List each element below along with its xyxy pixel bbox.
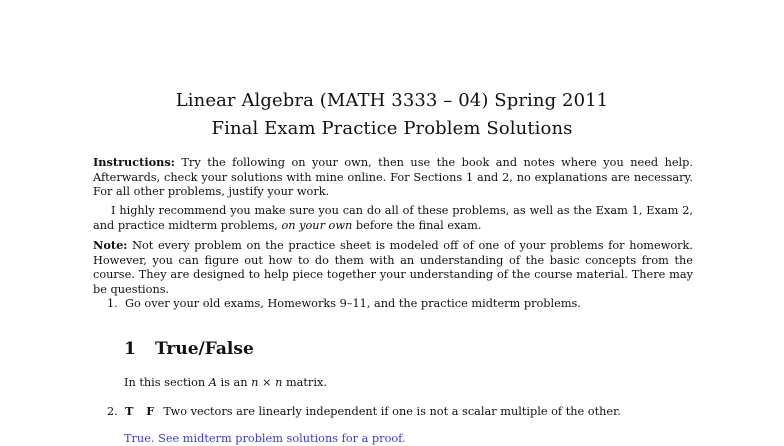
answer-text: True. See midterm problem solutions for a proof. <box>124 432 406 445</box>
section-heading <box>124 338 254 360</box>
section-number: 1 <box>124 339 136 359</box>
note-paragraph <box>93 238 693 297</box>
item-text: Go over your old exams, Homeworks 9–11, and the practice midterm problems. <box>125 297 581 310</box>
list-item <box>107 297 581 311</box>
section-note-before: In this section <box>124 376 209 389</box>
true-option: T <box>125 404 134 418</box>
question-text: Two vectors are linearly independent if one is not a scalar multiple of the other. <box>163 405 621 418</box>
false-option: F <box>146 404 155 418</box>
recommendation-paragraph <box>93 204 693 233</box>
question-item <box>107 404 621 419</box>
section-note-mid: is an <box>216 376 252 389</box>
note-label: Note: <box>93 238 128 252</box>
item-number: 1. <box>107 297 118 310</box>
instructions-paragraph <box>93 155 693 200</box>
section-note-dim: n × n <box>251 376 283 389</box>
section-note-after: matrix. <box>282 376 327 389</box>
document-title: Linear Algebra (MATH 3333 – 04) Spring 2011 <box>175 90 609 111</box>
document-subtitle: Final Exam Practice Problem Solutions <box>211 118 573 139</box>
note-text: Not every problem on the practice sheet is modeled off of one of your problems for homework. However, you can figure out how to do them with an understanding of the basic concepts from the course. They are designed to help piece together your understanding of the course material. There may be questions. <box>93 239 693 296</box>
instructions-label: Instructions: <box>93 155 175 169</box>
section-note <box>124 376 327 390</box>
section-note-var: A <box>208 376 217 389</box>
recommend-text-after: before the final exam. <box>352 218 482 232</box>
recommend-text-before: I highly recommend you make sure you can do all of these problems, as well as the Exam 1, Exam 2, and practice midterm problems, <box>93 204 693 232</box>
instructions-text: Try the following on your own, then use the book and notes where you need help. Afterwards, check your solutions with mine online. For Sections 1 and 2, no explanations are necessary. For all other problems, justify your work. <box>93 156 693 199</box>
section-title: True/False <box>155 339 254 359</box>
recommend-emphasis: on your own <box>281 218 353 232</box>
question-number: 2. <box>107 405 118 418</box>
